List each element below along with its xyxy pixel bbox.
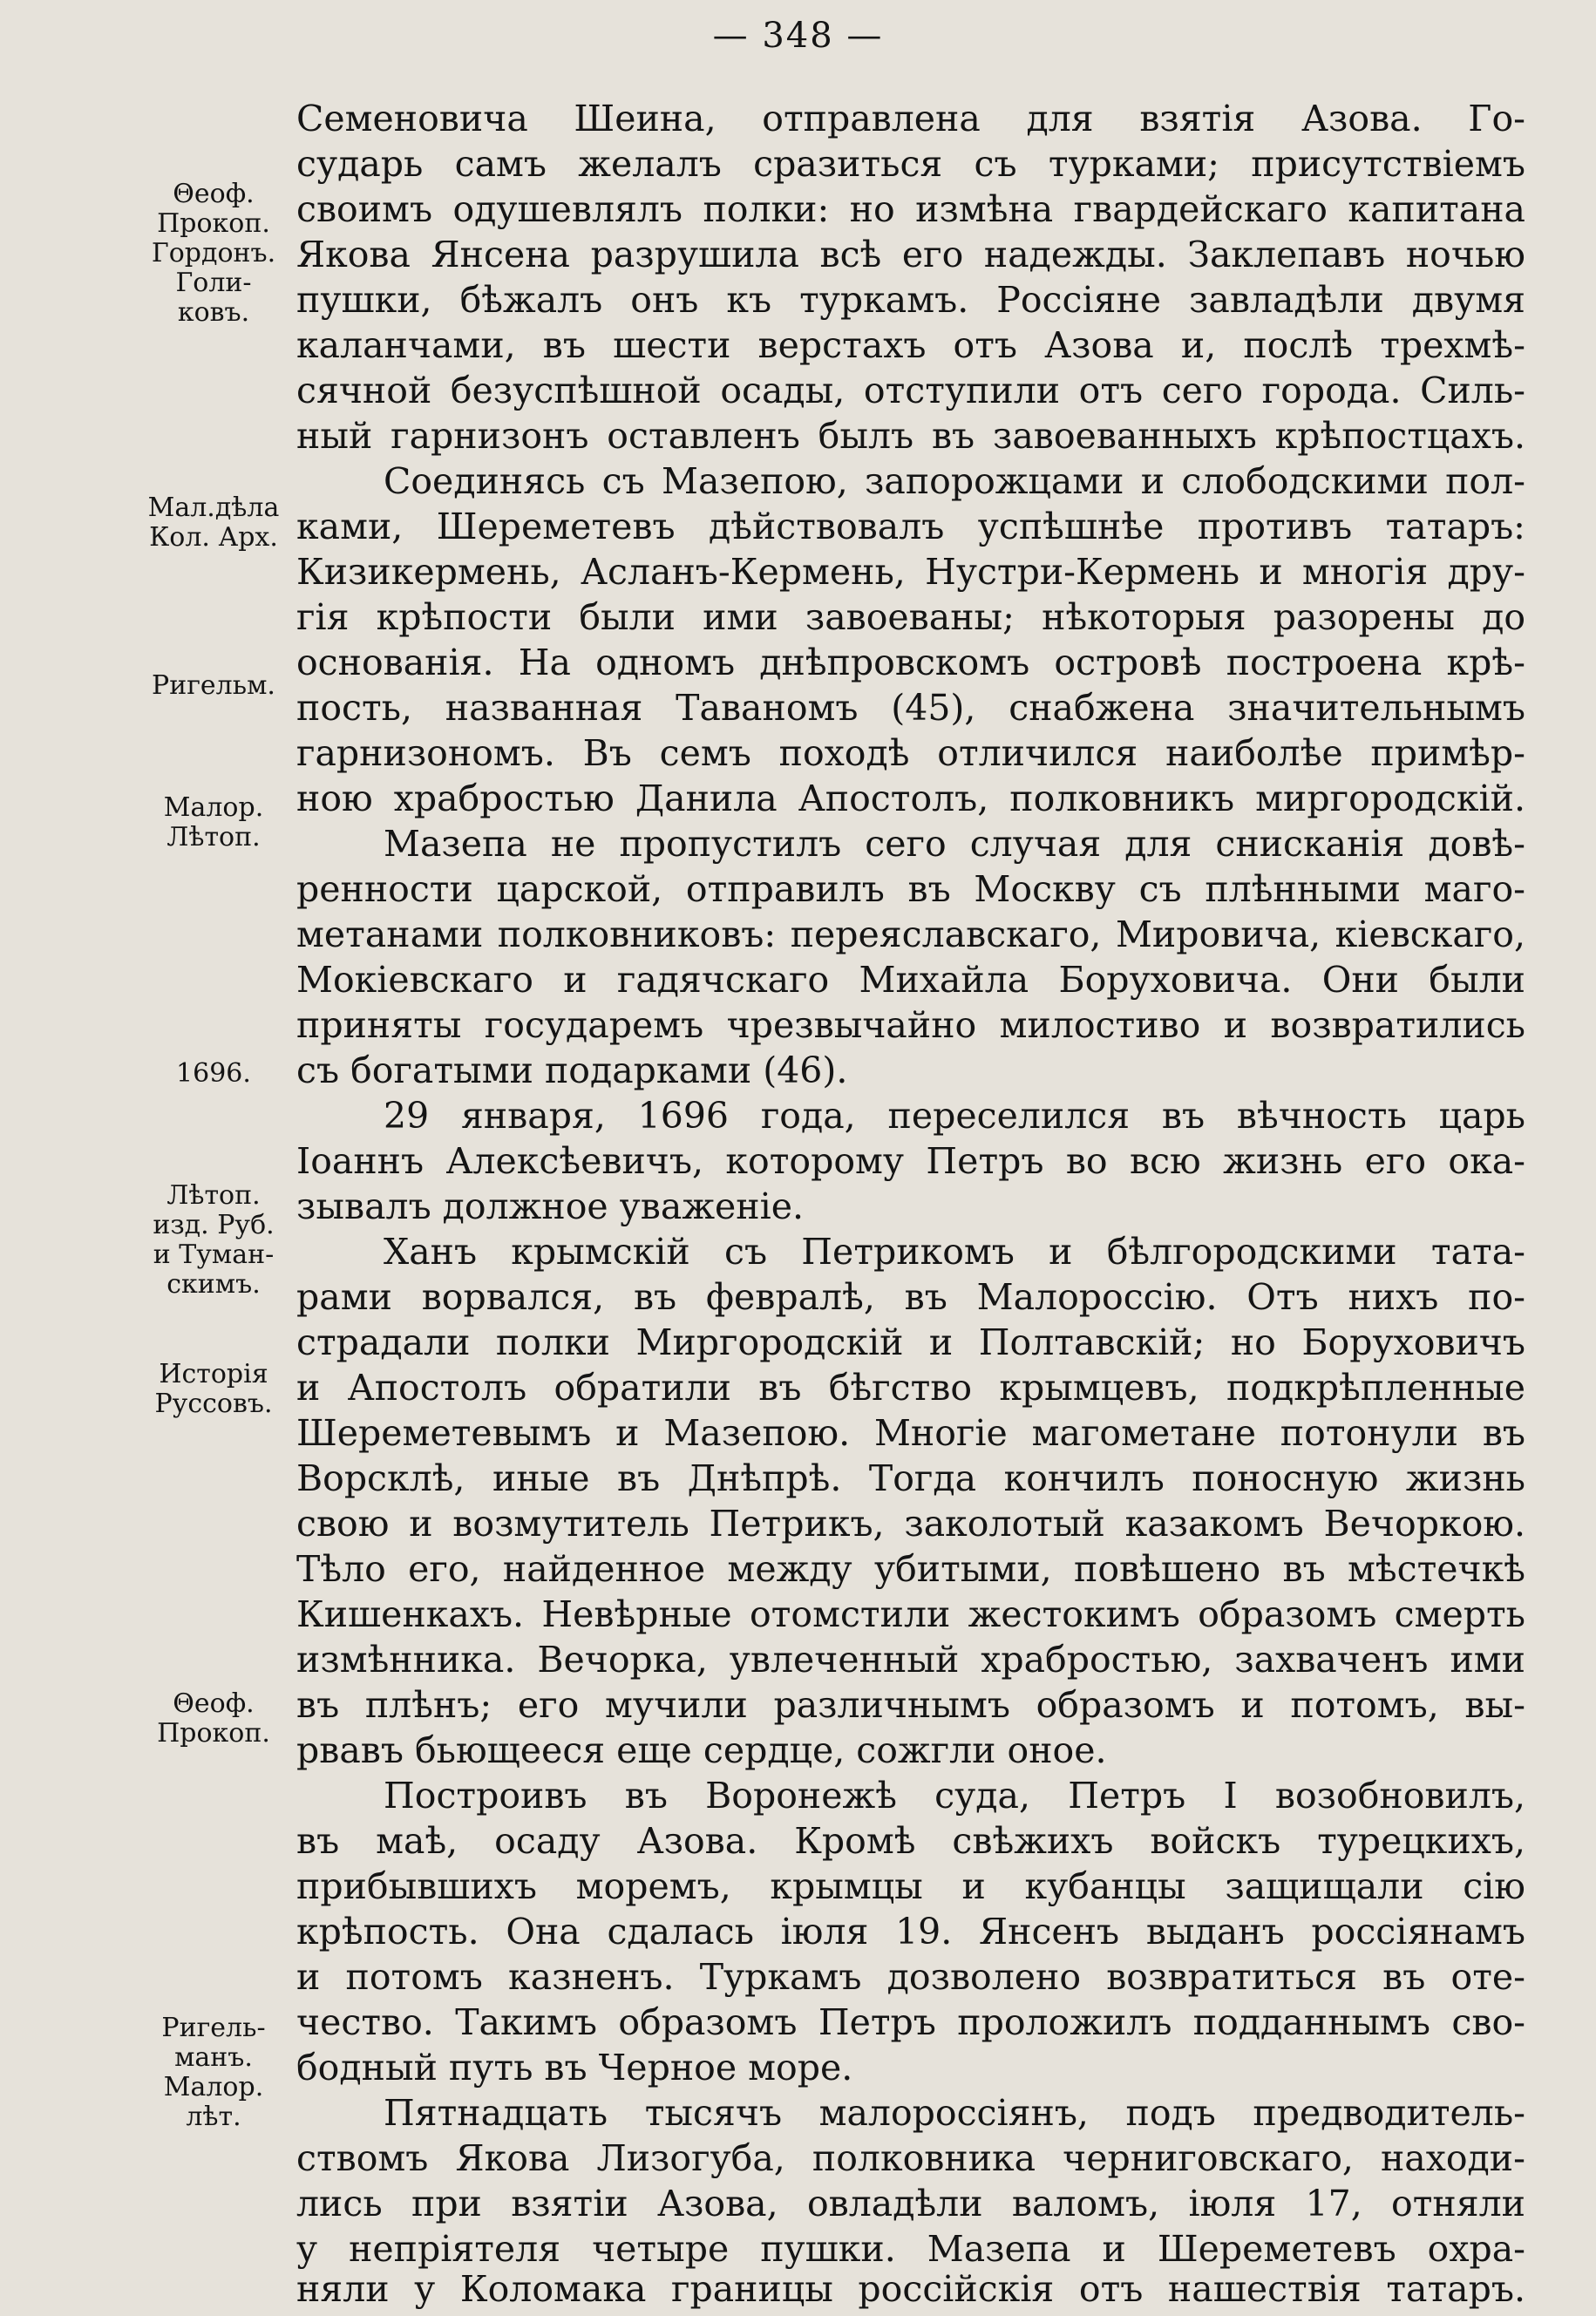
text-line: метанами полковниковъ: переяславскаго, Мировича, кіевскаго,: [296, 913, 1525, 955]
margin-note: [131, 793, 296, 852]
text-line: и Апостолъ обратили въ бѣгство крымцевъ, подкрѣпленные: [296, 1367, 1525, 1409]
text-line: пушки, бѣжалъ онъ къ туркамъ. Россіяне завладѣли двумя: [296, 279, 1525, 321]
text-line: Кишенкахъ. Невѣрные отомстили жестокимъ образомъ смерть: [296, 1593, 1525, 1635]
text-line: Мазепа не пропустилъ сего случая для снисканія довѣ-: [384, 823, 1525, 865]
margin-note: [131, 671, 296, 701]
margin-note: [131, 1059, 296, 1089]
margin-note-line: Малор.: [163, 2072, 264, 2102]
margin-note-line: Малор.: [163, 792, 264, 823]
margin-note-line: Прокоп.: [157, 1718, 270, 1749]
text-line: основанія. На одномъ днѣпровскомъ островѣ построена крѣ-: [296, 642, 1525, 683]
text-line: каланчами, въ шести верстахъ отъ Азова и, послѣ трехмѣ-: [296, 324, 1525, 366]
text-line: и потомъ казненъ. Туркамъ дозволено возвратиться въ оте-: [296, 1956, 1525, 1998]
margin-note: [131, 1689, 296, 1749]
text-line: ками, Шереметевъ дѣйствовалъ успѣшнѣе противъ татаръ:: [296, 506, 1525, 547]
text-line: измѣнника. Вечорка, увлеченный храбростью, захваченъ ими: [296, 1639, 1525, 1681]
text-line: своимъ одушевлялъ полки: но измѣна гвардейскаго капитана: [296, 188, 1525, 230]
margin-note: [131, 2014, 296, 2132]
text-line: Ханъ крымскій съ Петрикомъ и бѣлгородскими тата-: [384, 1231, 1525, 1273]
margin-note: [131, 1360, 296, 1419]
margin-note-line: 1696.: [176, 1058, 251, 1089]
text-line: Ворсклѣ, иные въ Днѣпрѣ. Тогда кончилъ поносную жизнь: [296, 1457, 1525, 1499]
margin-note-line: Мал.дѣла: [147, 492, 280, 523]
text-line: рвавъ бьющееся еще сердце, сожгли оное.: [296, 1729, 1107, 1771]
text-line: бодный путь въ Черное море.: [296, 2047, 853, 2088]
text-line: ною храбростью Данила Апостолъ, полковникъ миргородскій.: [296, 778, 1525, 819]
text-line: лись при взятіи Азова, овладѣли валомъ, іюля 17, отняли: [296, 2183, 1525, 2224]
text-line: пость, названная Таваномъ (45), снабжена значительнымъ: [296, 687, 1525, 729]
text-line: свою и возмутитель Петрикъ, заколотый казакомъ Вечоркою.: [296, 1503, 1525, 1545]
text-line: зывалъ должное уваженіе.: [296, 1185, 805, 1227]
margin-note-line: скимъ.: [166, 1269, 261, 1300]
margin-note: [131, 1181, 296, 1300]
text-line: въ маѣ, осаду Азова. Кромѣ свѣжихъ войскъ турецкихъ,: [296, 1820, 1525, 1862]
text-line: съ богатыми подарками (46).: [296, 1049, 848, 1091]
text-line: ствомъ Якова Лизогуба, полковника черниговскаго, находи-: [296, 2137, 1525, 2179]
text-line: Іоаннъ Алексѣевичъ, которому Петръ во всю жизнь его ока-: [296, 1140, 1525, 1182]
text-line: 29 января, 1696 года, переселился въ вѣчность царь: [384, 1095, 1525, 1137]
margin-note-line: Кол. Арх.: [149, 522, 278, 553]
text-line: Соединясь съ Мазепою, запорожцами и слободскими пол-: [384, 460, 1525, 502]
text-line: крѣпость. Она сдалась іюля 19. Янсенъ выданъ россіянамъ: [296, 1911, 1525, 1953]
text-line: ный гарнизонъ оставленъ былъ въ завоеванныхъ крѣпостцахъ.: [296, 415, 1525, 457]
text-line: прибывшихъ моремъ, крымцы и кубанцы защищали сію: [296, 1865, 1525, 1907]
text-line: няли у Коломака границы россійскія отъ нашествія татаръ.: [296, 2268, 1525, 2310]
margin-note-line: Θеоф.: [173, 1688, 255, 1719]
margin-note: [131, 493, 296, 553]
text-line: Построивъ въ Воронежѣ суда, Петръ I возобновилъ,: [384, 1775, 1525, 1817]
margin-note-line: Прокоп.: [157, 208, 270, 239]
margin-note-line: лѣт.: [186, 2102, 241, 2132]
text-line: рами ворвался, въ февралѣ, въ Малороссію. Отъ нихъ по-: [296, 1276, 1525, 1318]
text-line: Якова Янсена разрушила всѣ его надежды. Заклепавъ ночью: [296, 234, 1525, 275]
text-line: въ плѣнъ; его мучили различнымъ образомъ и потомъ, вы-: [296, 1684, 1525, 1726]
margin-note-line: и Туман-: [153, 1240, 275, 1270]
margin-note-line: Ригельм.: [152, 670, 275, 701]
text-line: гія крѣпости были ими завоеваны; нѣкоторыя разорены до: [296, 596, 1525, 638]
margin-note-line: изд. Руб.: [153, 1210, 275, 1240]
text-line: Шереметевымъ и Мазепою. Многіе магометане потонули въ: [296, 1412, 1525, 1454]
text-line: сударь самъ желалъ сразиться съ турками; присутствіемъ: [296, 143, 1525, 185]
margin-note-line: Исторія: [159, 1359, 268, 1389]
text-line: приняты государемъ чрезвычайно милостиво и возвратились: [296, 1004, 1525, 1046]
text-line: страдали полки Миргородскій и Полтавскій; но Боруховичъ: [296, 1321, 1525, 1363]
margin-note-line: Гордонъ.: [151, 238, 276, 268]
margin-note-line: Голи-: [175, 268, 252, 298]
margin-note: [131, 180, 296, 328]
text-line: у непріятеля четыре пушки. Мазепа и Шереметевъ охра-: [296, 2228, 1525, 2270]
text-line: Семеновича Шеина, отправлена для взятія Азова. Го-: [296, 98, 1525, 139]
margin-note-line: Лѣтоп.: [166, 822, 261, 852]
text-line: Мокіевскаго и гадячскаго Михайла Боруховича. Они были: [296, 959, 1525, 1001]
page-number: — 348 —: [712, 16, 884, 56]
text-line: гарнизономъ. Въ семъ походѣ отличился наиболѣе примѣр-: [296, 732, 1525, 774]
text-line: Кизикермень, Асланъ-Кермень, Нустри-Кермень и многія дру-: [296, 551, 1525, 593]
margin-note-line: ковъ.: [177, 297, 250, 328]
margin-note-line: манъ.: [174, 2042, 253, 2073]
text-line: ренности царской, отправилъ въ Москву съ плѣнными маго-: [296, 868, 1525, 910]
margin-note-line: Θеоф.: [173, 179, 255, 209]
margin-note-line: Ригель-: [161, 2013, 266, 2043]
text-line: сячной безуспѣшной осады, отступили отъ сего города. Силь-: [296, 370, 1525, 411]
text-line: Пятнадцать тысячъ малороссіянъ, подъ предводитель-: [384, 2092, 1525, 2134]
text-line: чество. Такимъ образомъ Петръ проложилъ подданнымъ сво-: [296, 2001, 1525, 2043]
text-line: Тѣло его, найденное между убитыми, повѣшено въ мѣстечкѣ: [296, 1548, 1525, 1590]
margin-note-line: Руссовъ.: [154, 1389, 273, 1419]
margin-note-line: Лѣтоп.: [166, 1180, 261, 1211]
